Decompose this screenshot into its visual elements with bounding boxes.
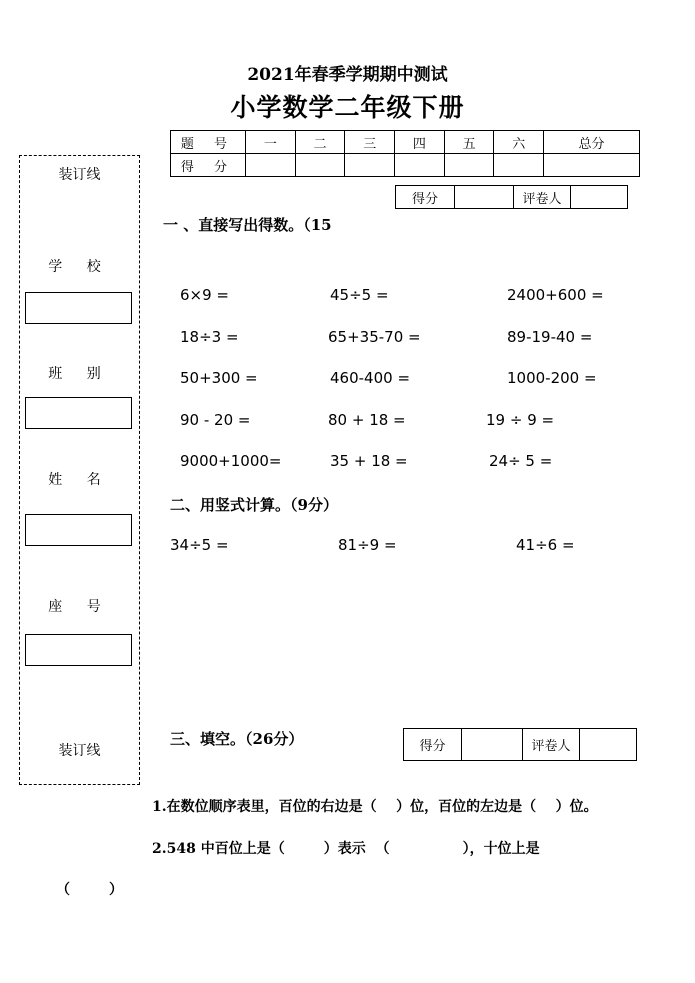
score-table-cell [444, 154, 494, 177]
score-table [170, 130, 640, 177]
fill-question-2-continued: （ ） [56, 882, 123, 898]
score-table-cell: 二 [295, 131, 345, 154]
score-table-score-row [171, 154, 640, 177]
score-table-cell: 五 [444, 131, 494, 154]
binding-line-label-bottom: 装订线 [58, 743, 101, 759]
score-table-cell [246, 154, 296, 177]
binding-line-label-top: 装订线 [58, 167, 101, 183]
question-item: 19 ÷ 9 = [486, 411, 555, 429]
name-label: 姓 名 [48, 472, 111, 488]
question-item: 65+35-70 = [328, 328, 421, 346]
fill-question-2: 2.548 中百位上是（ ）表示 （ ），十位上是 [152, 841, 540, 857]
fill-question-1: 1.在数位顺序表里，百位的右边是（ ）位，百位的左边是（ ）位。 [152, 799, 598, 815]
score-table-cell: 得 分 [171, 154, 246, 177]
grader-name-label: 评卷人 [523, 729, 580, 760]
score-table-cell: 三 [345, 131, 395, 154]
exam-subtitle: 2021年春季学期期中测试 [247, 65, 448, 85]
grader-name-blank [571, 186, 627, 208]
grader-box-section1 [395, 185, 628, 209]
question-item: 45÷5 = [330, 286, 389, 304]
section2-title: 二、用竖式计算。（9分） [170, 496, 338, 514]
grader-score-blank [462, 729, 523, 760]
score-table-cell [544, 154, 640, 177]
exam-title: 小学数学二年级下册 [230, 93, 465, 122]
score-table-cell [494, 154, 544, 177]
question-item: 1000-200 = [507, 369, 597, 387]
section1-title: 一 、直接写出得数。（15 [163, 216, 332, 234]
question-item: 9000+1000= [180, 452, 282, 470]
school-label: 学 校 [48, 259, 111, 275]
score-table-cell: 一 [246, 131, 296, 154]
question-item: 35 + 18 = [330, 452, 408, 470]
question-item: 2400+600 = [507, 286, 604, 304]
grader-score-blank [455, 186, 514, 208]
seat-label: 座 号 [48, 599, 111, 615]
question-item: 18÷3 = [180, 328, 239, 346]
question-item: 89-19-40 = [507, 328, 593, 346]
class-label: 班 别 [48, 366, 111, 382]
score-table-header-row [171, 131, 640, 154]
school-field[interactable] [25, 292, 132, 324]
seat-field[interactable] [25, 634, 132, 666]
question-item: 24÷ 5 = [489, 452, 553, 470]
grader-score-label: 得分 [396, 186, 455, 208]
score-table-cell: 四 [395, 131, 445, 154]
score-table-cell [345, 154, 395, 177]
question-item: 6×9 = [180, 286, 229, 304]
question-item: 80 + 18 = [328, 411, 406, 429]
question-item: 90 - 20 = [180, 411, 251, 429]
grader-score-label: 得分 [404, 729, 462, 760]
score-table-cell: 题 号 [171, 131, 246, 154]
question-item: 34÷5 = [170, 536, 229, 554]
binding-strip [19, 155, 140, 785]
score-table-cell: 六 [494, 131, 544, 154]
section3-title: 三、填空。（26分） [170, 730, 304, 748]
question-item: 81÷9 = [338, 536, 397, 554]
class-field[interactable] [25, 397, 132, 429]
grader-box-section3 [403, 728, 637, 761]
question-item: 460-400 = [330, 369, 411, 387]
score-table-cell [295, 154, 345, 177]
question-item: 50+300 = [180, 369, 258, 387]
score-table-cell: 总分 [544, 131, 640, 154]
grader-name-blank [580, 729, 636, 760]
score-table-cell [395, 154, 445, 177]
name-field[interactable] [25, 514, 132, 546]
grader-name-label: 评卷人 [514, 186, 571, 208]
question-item: 41÷6 = [516, 536, 575, 554]
